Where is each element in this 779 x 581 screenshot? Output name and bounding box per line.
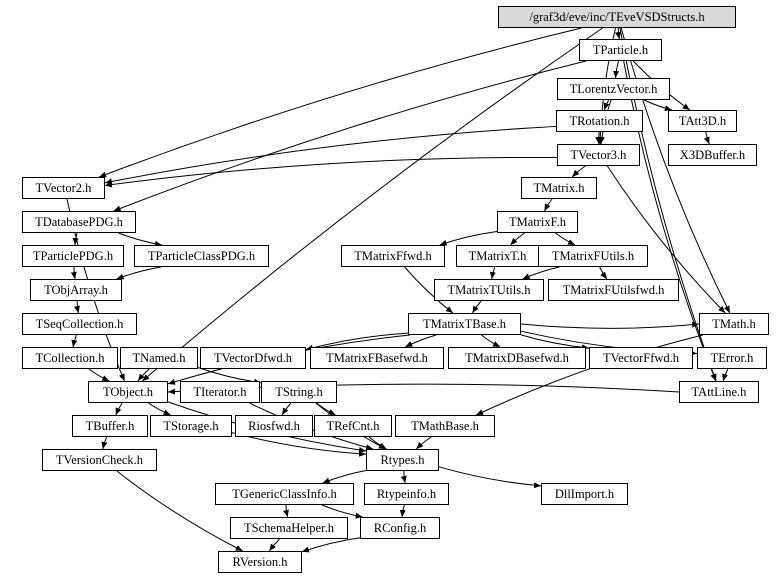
graph-node-tgenericclassinfo[interactable]	[215, 483, 354, 505]
graph-node-tlorentzvector[interactable]	[557, 78, 670, 100]
graph-edge-tobject-to-tbuffer	[116, 403, 122, 415]
graph-node-tparticleclasspdg[interactable]	[134, 245, 269, 267]
graph-edge-tobjarray-to-tseqcollection	[77, 301, 78, 313]
graph-node-label: TVectorFfwd.h	[602, 350, 680, 365]
graph-edge-tbuffer-to-tversioncheck	[103, 437, 107, 449]
graph-node-label: TMathBase.h	[411, 418, 479, 433]
graph-edge-tmatrix-to-tmatrixf	[544, 199, 552, 211]
graph-node-tmatrixfutilsfwd[interactable]	[548, 279, 679, 301]
graph-edge-tgenericclassinfo-to-rconfig	[322, 505, 363, 517]
graph-node-tmathbase[interactable]	[395, 415, 495, 437]
graph-node-label: TMatrixTBase.h	[423, 316, 506, 331]
graph-edge-tmatrixtutils-to-tmatrixtbase	[472, 301, 481, 313]
graph-node-tparticle[interactable]	[579, 39, 662, 61]
graph-node-label: TRotation.h	[569, 113, 630, 128]
graph-edge-tobject-to-tstorage	[148, 403, 170, 415]
graph-node-label: TObject.h	[102, 384, 154, 399]
graph-edge-tstring-to-trefcnt	[316, 403, 335, 415]
graph-node-tobjarray[interactable]	[30, 279, 122, 301]
graph-node-label: Rtypeinfo.h	[376, 486, 437, 501]
graph-edge-tmatrixfutils-to-tmatrixfutilsfwd	[600, 267, 607, 279]
graph-edge-tparticle-to-tlorentzvector	[615, 61, 618, 78]
graph-edge-tlorentzvector-to-tatt3d	[644, 100, 672, 110]
graph-node-label: TBuffer.h	[85, 418, 135, 433]
graph-node-label: TGenericClassInfo.h	[232, 486, 337, 501]
graph-edge-rtypes-to-rtypeinfo	[404, 471, 405, 483]
graph-node-label: RVersion.h	[232, 554, 288, 569]
graph-node-label: TParticle.h	[592, 42, 649, 57]
graph-node-label: /graf3d/eve/inc/TEveVSDStructs.h	[529, 9, 705, 24]
graph-edge-tseqcollection-to-tcollection	[73, 335, 76, 347]
graph-edge-tmatrixf-to-tmatrixt	[510, 233, 524, 245]
graph-node-x3dbuffer[interactable]	[668, 144, 757, 166]
graph-node-tvector2[interactable]	[22, 177, 105, 199]
graph-node-label: TMatrixFfwd.h	[354, 248, 432, 263]
graph-node-tbuffer[interactable]	[72, 415, 148, 437]
graph-node-label: TNamed.h	[132, 350, 186, 365]
graph-edge-terror-to-tattline	[723, 369, 728, 381]
graph-edge-tparticle-to-tdatabasepdg	[114, 61, 586, 211]
graph-node-titerator[interactable]	[180, 381, 260, 403]
graph-edge-tschemahelper-to-rversion	[269, 539, 279, 551]
graph-node-label: DllImport.h	[554, 486, 615, 501]
graph-edge-teve-to-tmath	[621, 28, 730, 313]
graph-node-label: TMatrix.h	[533, 180, 585, 195]
graph-node-label: TMatrixDBasefwd.h	[465, 350, 569, 365]
graph-node-tmatrix[interactable]	[521, 177, 597, 199]
graph-node-tmatrixffwd[interactable]	[341, 245, 445, 267]
graph-edge-tvector3-to-tvector2	[105, 157, 557, 185]
graph-node-tmatrixfbasefwd[interactable]	[310, 347, 444, 369]
graph-node-tmatrixdbasefwd[interactable]	[448, 347, 586, 369]
graph-edge-teve-to-tvector2	[99, 28, 581, 177]
graph-node-label: TVersionCheck.h	[55, 452, 144, 467]
graph-node-label: TSchemaHelper.h	[244, 520, 334, 535]
graph-edge-tmatrixf-to-tmatrixffwd	[440, 232, 497, 245]
graph-edge-tmatrixf-to-tmatrixfutils	[555, 233, 575, 245]
graph-edge-rtypes-to-tgenericclassinfo	[323, 471, 366, 483]
graph-node-label: Rtypes.h	[380, 452, 425, 467]
graph-node-label: TSeqCollection.h	[35, 316, 124, 331]
graph-node-label: TMath.h	[712, 316, 756, 331]
graph-edge-teve-to-tobject	[142, 28, 602, 381]
graph-node-label: TMatrixT.h	[468, 248, 527, 263]
graph-edge-tmatrixtbase-to-tmatrixdbasefwd	[481, 335, 500, 347]
graph-node-label: TRefCnt.h	[326, 418, 380, 433]
graph-node-label: TMatrixF.h	[509, 214, 566, 229]
graph-node-trefcnt[interactable]	[314, 415, 392, 437]
graph-node-teve[interactable]	[498, 6, 736, 28]
graph-node-label: Riosfwd.h	[248, 418, 300, 433]
graph-node-label: TIterator.h	[193, 384, 247, 399]
graph-edge-rtypeinfo-to-rconfig	[402, 505, 404, 517]
graph-node-label: TLorentzVector.h	[569, 81, 658, 96]
graph-node-tparticlepdg[interactable]	[22, 245, 124, 267]
graph-edge-trotation-to-tvector2	[105, 126, 556, 182]
graph-node-label: TParticleClassPDG.h	[147, 248, 256, 263]
graph-node-label: TStorage.h	[163, 418, 219, 433]
graph-edge-tmatrixtbase-to-tmath	[521, 324, 699, 328]
graph-node-tstring[interactable]	[261, 381, 337, 403]
graph-node-tmatrixt[interactable]	[456, 245, 539, 267]
graph-node-tmatrixf[interactable]	[497, 211, 578, 233]
graph-node-tmath[interactable]	[699, 313, 769, 335]
graph-edge-tcollection-to-tobject	[89, 369, 109, 381]
graph-node-riosfwd[interactable]	[235, 415, 313, 437]
graph-node-rconfig[interactable]	[360, 517, 440, 539]
graph-node-tdatabasepdg[interactable]	[22, 211, 136, 233]
graph-node-tvectorffwd[interactable]	[589, 347, 693, 369]
graph-node-label: TVector3.h	[570, 147, 627, 162]
graph-node-label: TCollection.h	[35, 350, 105, 365]
graph-edge-tmatrixfutils-to-tmatrixtutils	[523, 267, 560, 279]
graph-node-label: TString.h	[275, 384, 323, 399]
graph-node-tvector3[interactable]	[557, 144, 640, 166]
graph-node-tatt3d[interactable]	[668, 110, 737, 132]
graph-node-label: TObjArray.h	[44, 282, 108, 297]
graph-edge-tmathbase-to-rtypes	[416, 437, 431, 449]
graph-node-tversioncheck[interactable]	[42, 449, 157, 471]
graph-edge-tvector3-to-tmatrix	[572, 166, 585, 177]
graph-node-label: TMatrixFUtilsfwd.h	[562, 282, 665, 297]
graph-node-rtypes[interactable]	[366, 449, 439, 471]
graph-node-tseqcollection[interactable]	[22, 313, 137, 335]
graph-node-label: TVectorDfwd.h	[213, 350, 293, 365]
graph-edge-trefcnt-to-rtypes	[369, 437, 386, 449]
graph-node-tattline[interactable]	[679, 381, 759, 403]
graph-edge-rtypes-to-dllimport	[439, 467, 541, 486]
graph-edge-tstring-to-riosfwd	[282, 403, 291, 415]
graph-edge-tmatrixtbase-to-tmatrixfbasefwd	[405, 335, 436, 347]
graph-node-label: TAtt3D.h	[678, 113, 727, 128]
graph-node-tobject[interactable]	[88, 381, 168, 403]
graph-node-label: TMatrixFBasefwd.h	[326, 350, 428, 365]
graph-node-rversion[interactable]	[218, 551, 302, 573]
graph-edge-tgenericclassinfo-to-tschemahelper	[286, 505, 288, 517]
graph-node-label: X3DBuffer.h	[679, 147, 746, 162]
graph-node-rtypeinfo[interactable]	[364, 483, 449, 505]
graph-edge-rconfig-to-rversion	[302, 538, 360, 552]
graph-node-label: TAttLine.h	[691, 384, 747, 399]
graph-edge-tlorentzvector-to-trotation	[604, 100, 608, 110]
graph-node-tnamed[interactable]	[120, 347, 198, 369]
graph-node-label: TMatrixTUtils.h	[447, 282, 531, 297]
graph-node-label: TDatabasePDG.h	[35, 214, 123, 229]
graph-edge-tmatrixt-to-tmatrixtutils	[492, 267, 495, 279]
graph-node-tcollection[interactable]	[22, 347, 118, 369]
graph-node-trotation[interactable]	[556, 110, 643, 132]
graph-node-label: TParticlePDG.h	[32, 248, 114, 263]
graph-node-tschemahelper[interactable]	[230, 517, 348, 539]
graph-edge-tparticleclasspdg-to-tobjarray	[117, 267, 161, 279]
graph-edge-tnamed-to-tobject	[138, 369, 149, 381]
graph-node-tmatrixfutils[interactable]	[538, 245, 648, 267]
graph-edge-tparticlepdg-to-tobjarray	[74, 267, 75, 279]
graph-node-label: RConfig.h	[373, 520, 427, 535]
graph-node-dllimport[interactable]	[541, 483, 628, 505]
graph-node-terror[interactable]	[697, 347, 767, 369]
graph-node-label: TVector2.h	[35, 180, 92, 195]
graph-node-label: TError.h	[710, 350, 754, 365]
graph-edge-tatt3d-to-x3dbuffer	[706, 132, 710, 144]
graph-node-label: TMatrixFUtils.h	[551, 248, 635, 263]
graph-edge-tdatabasepdg-to-tparticleclasspdg	[119, 233, 162, 245]
graph-node-tmatrixtbase[interactable]	[408, 313, 521, 335]
graph-node-tvectordfwd[interactable]	[200, 347, 306, 369]
graph-node-tstorage[interactable]	[150, 415, 232, 437]
graph-edge-tdatabasepdg-to-tparticlepdg	[75, 233, 77, 245]
graph-edge-teve-to-tparticle	[618, 28, 619, 39]
graph-node-tmatrixtutils[interactable]	[434, 279, 544, 301]
